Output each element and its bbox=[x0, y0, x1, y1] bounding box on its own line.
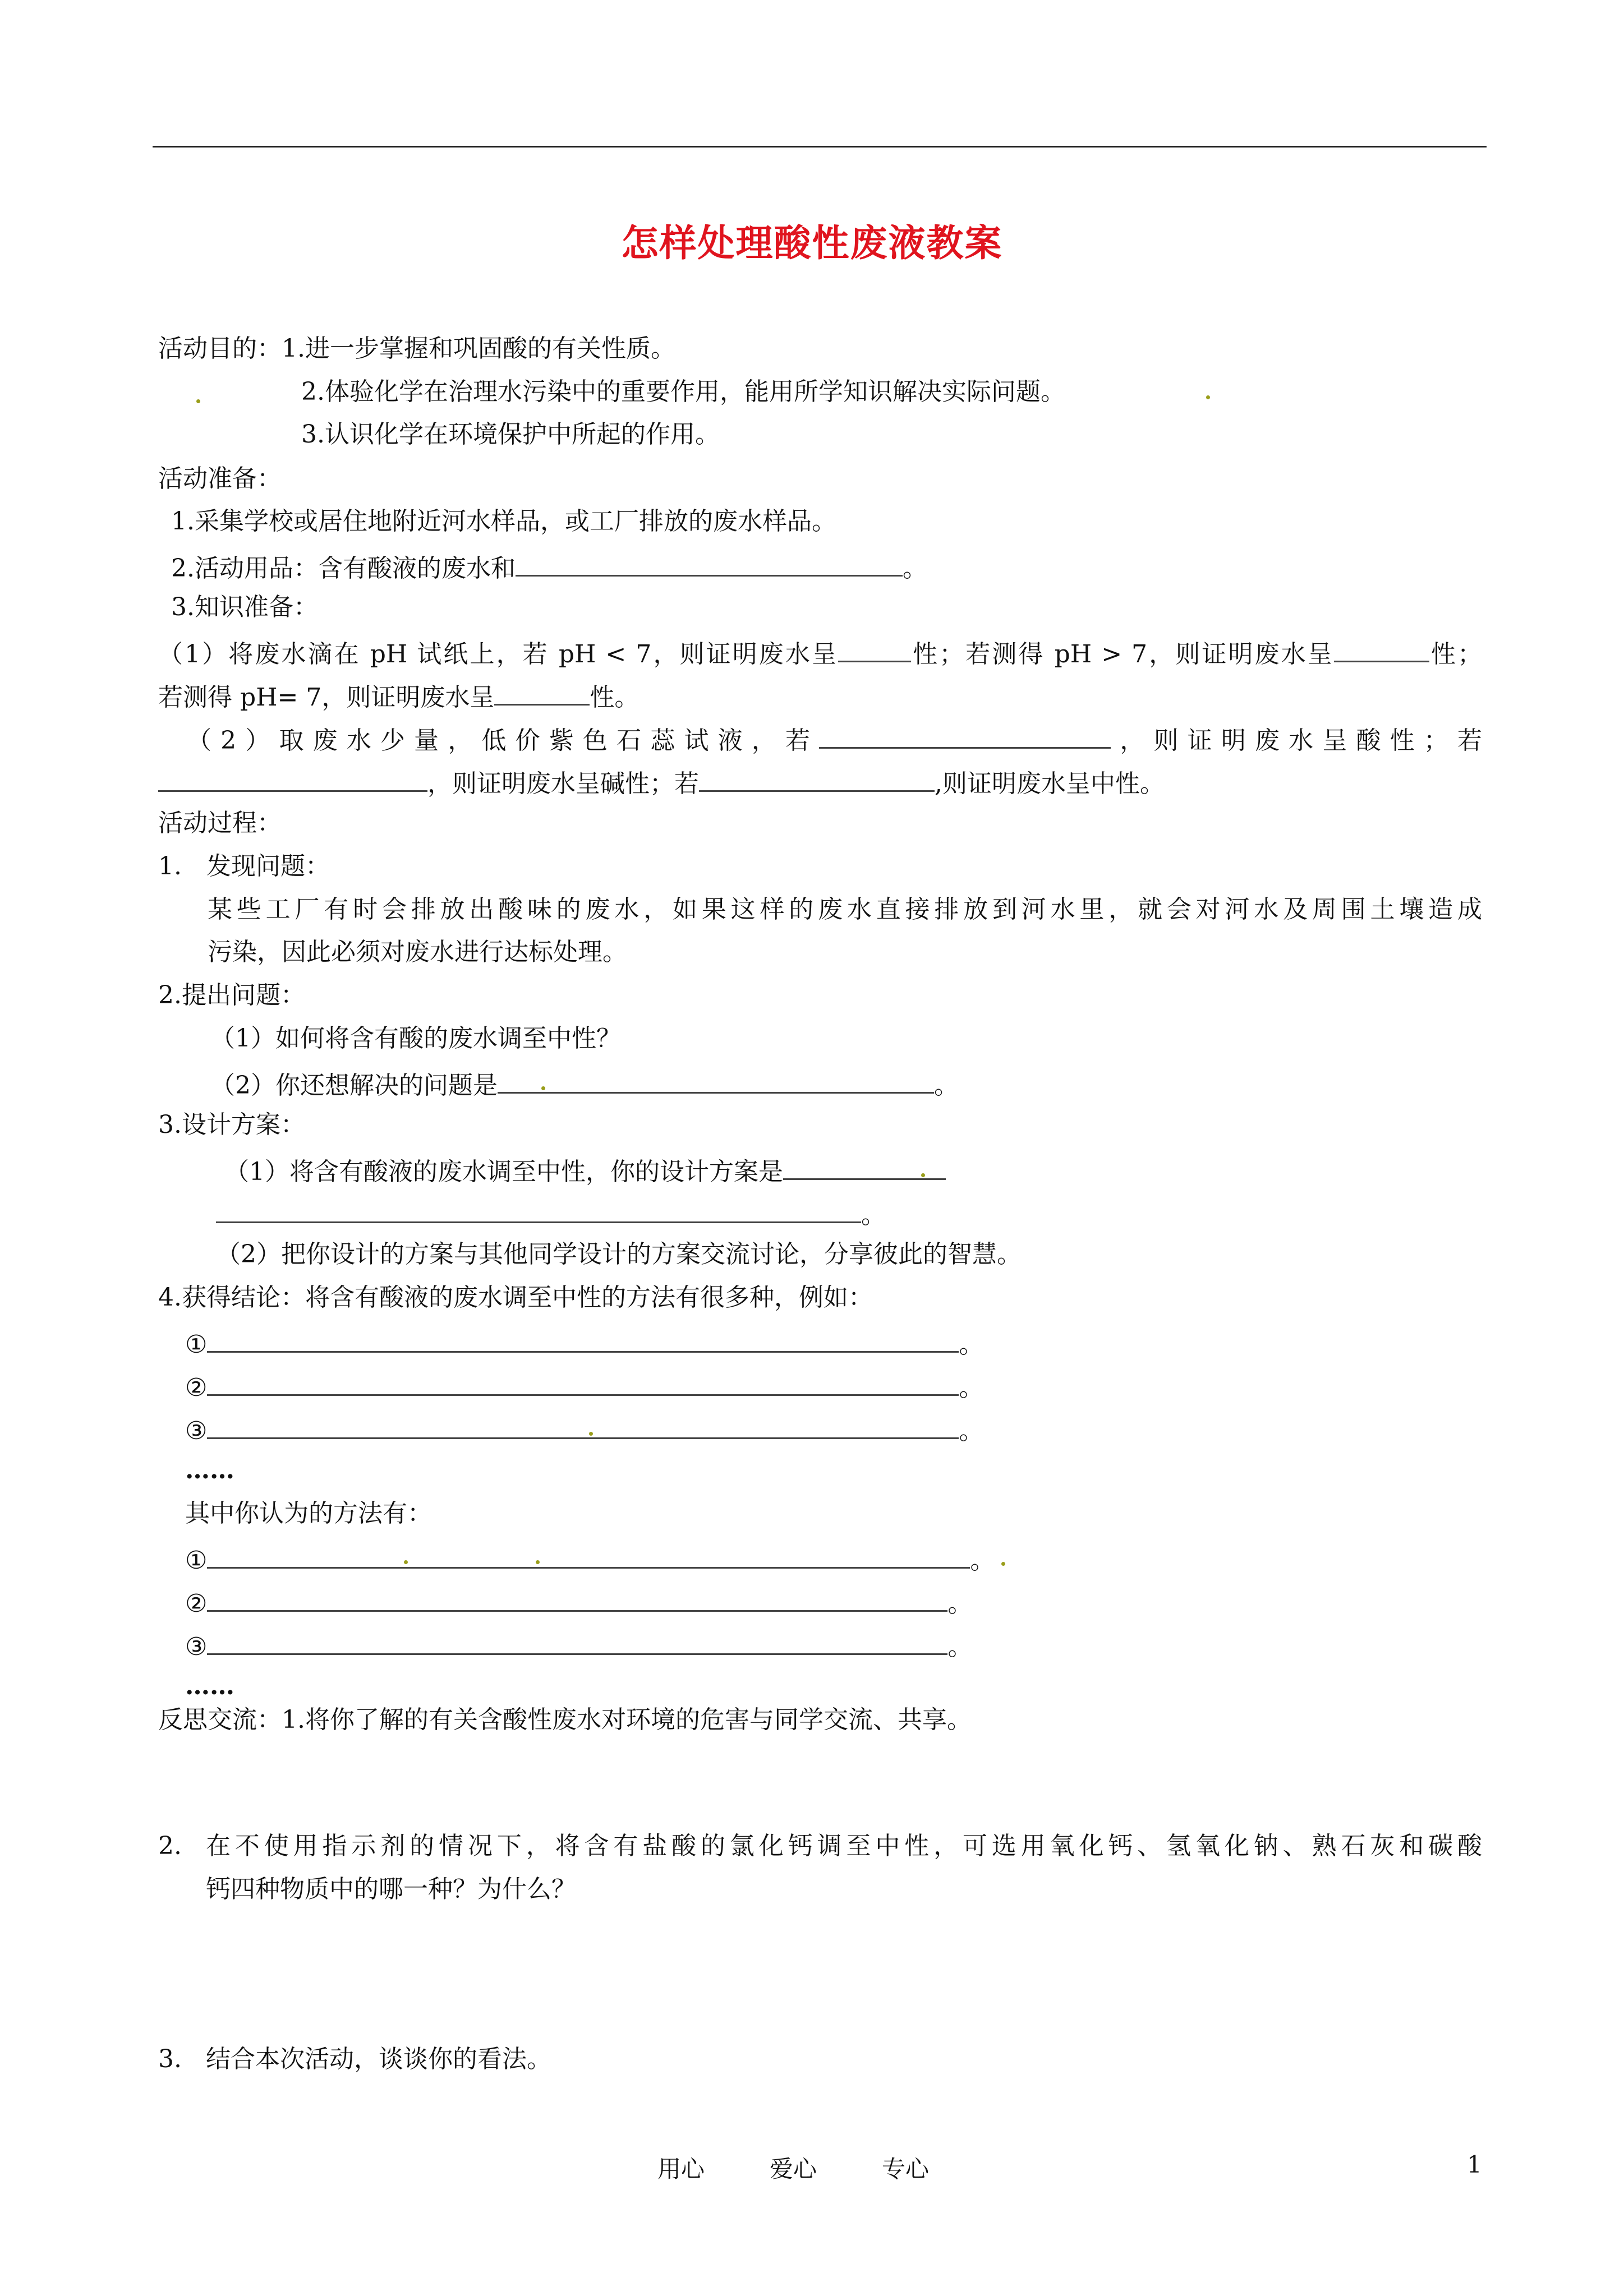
circle-number-3: ③ bbox=[185, 1417, 208, 1445]
step-3-question-1-text: （1）将含有酸液的废水调至中性，你的设计方案是 bbox=[224, 1158, 783, 1186]
step-3-question-2: （2）把你设计的方案与其他同学设计的方案交流讨论，分享彼此的智慧。 bbox=[216, 1240, 1022, 1269]
method-row-3 bbox=[185, 1415, 983, 1444]
period: 。 bbox=[959, 1330, 984, 1359]
circle-number-2: ② bbox=[185, 1373, 208, 1402]
blank-field[interactable] bbox=[207, 1415, 959, 1439]
step-2-title: 2.提出问题： bbox=[158, 981, 305, 1009]
page-number: 1 bbox=[1467, 2151, 1482, 2178]
knowledge-1-line1 bbox=[158, 638, 1482, 667]
period: 。 bbox=[934, 1071, 959, 1100]
step-2-question-1: （1）如何将含有酸的废水调至中性？ bbox=[210, 1024, 621, 1053]
period: 。 bbox=[947, 1633, 973, 1661]
purpose-item-2: 2.体验化学在治理水污染中的重要作用，能用所学知识解决实际问题。 bbox=[301, 377, 1065, 406]
blank-field[interactable] bbox=[207, 1372, 959, 1396]
page-title: 怎样处理酸性废液教案 bbox=[621, 222, 1003, 265]
footer-word-1: 用心 bbox=[657, 2155, 705, 2183]
method-row-2 bbox=[185, 1372, 983, 1400]
period: 。 bbox=[959, 1373, 984, 1402]
reflection-question-1: 1.将你了解的有关含酸性废水对环境的危害与同学交流、共享。 bbox=[282, 1705, 972, 1734]
footer-word-2: 爱心 bbox=[770, 2155, 817, 2183]
blank-field[interactable] bbox=[838, 638, 911, 662]
reflection-label: 反思交流： bbox=[158, 1705, 282, 1734]
knowledge-1-text-c: 性； bbox=[1429, 640, 1482, 668]
circle-number-2: ② bbox=[185, 1589, 208, 1618]
ellipsis: …… bbox=[185, 1456, 234, 1484]
scan-speck bbox=[541, 1086, 545, 1090]
purpose-label: 活动目的： bbox=[158, 334, 282, 363]
footer-word-3: 专心 bbox=[882, 2155, 930, 2183]
period: 。 bbox=[970, 1546, 995, 1575]
knowledge-2-text-d: ,则证明废水呈中性。 bbox=[935, 769, 1165, 798]
reflection-section bbox=[158, 1705, 972, 1734]
chosen-row-3 bbox=[185, 1631, 972, 1659]
blank-field[interactable] bbox=[516, 552, 903, 577]
scan-speck bbox=[1206, 395, 1210, 399]
scan-speck bbox=[196, 399, 200, 403]
blank-field[interactable] bbox=[207, 1588, 947, 1612]
circle-number-1: ① bbox=[185, 1330, 208, 1359]
scan-speck bbox=[404, 1560, 408, 1564]
blank-field[interactable] bbox=[158, 768, 427, 792]
period: 。 bbox=[861, 1201, 886, 1229]
step-3-question-1 bbox=[224, 1156, 946, 1184]
step-3-answer-line bbox=[216, 1199, 886, 1228]
scan-speck bbox=[536, 1560, 540, 1564]
knowledge-1-text-a: （1）将废水滴在 pH 试纸上，若 pH < 7，则证明废水呈 bbox=[158, 640, 839, 668]
reflection-question-3: 结合本次活动，谈谈你的看法。 bbox=[206, 2045, 551, 2073]
knowledge-2-line2 bbox=[158, 768, 1165, 796]
prep-item-1: 1.采集学校或居住地附近河水样品，或工厂排放的废水样品。 bbox=[171, 507, 836, 536]
period: 。 bbox=[959, 1417, 984, 1445]
knowledge-2-text-b: ，则证明废水呈酸性；若 bbox=[1111, 726, 1483, 755]
knowledge-1-line2 bbox=[158, 681, 639, 710]
step-3-title: 3.设计方案： bbox=[158, 1110, 305, 1139]
reflection-question-3-number: 3. bbox=[158, 2045, 182, 2073]
step-2-question-2 bbox=[210, 1069, 959, 1098]
circle-number-1: ① bbox=[185, 1546, 208, 1575]
reflection-question-2-line1: 在不使用指示剂的情况下，将含有盐酸的氯化钙调至中性，可选用氧化钙、氢氧化钠、熟石灰和碳酸 bbox=[206, 1832, 1482, 1860]
blank-field[interactable] bbox=[216, 1199, 861, 1223]
knowledge-1-text-e: 性。 bbox=[590, 683, 640, 712]
prep-item-2 bbox=[171, 552, 927, 581]
period: 。 bbox=[902, 554, 927, 583]
blank-field[interactable] bbox=[207, 1545, 970, 1569]
knowledge-2-text-c: ，则证明废水呈碱性；若 bbox=[427, 769, 699, 798]
purpose-item-3: 3.认识化学在环境保护中所起的作用。 bbox=[301, 420, 720, 449]
scan-speck bbox=[589, 1432, 593, 1436]
step-1-title: 1. 发现问题： bbox=[158, 852, 330, 880]
circle-number-3: ③ bbox=[185, 1633, 208, 1661]
step-1-line1: 某些工厂有时会排放出酸味的废水，如果这样的废水直接排放到河水里，就会对河水及周围土壤造成 bbox=[208, 895, 1482, 924]
knowledge-2-line1 bbox=[187, 725, 1482, 753]
blank-field[interactable] bbox=[498, 1069, 934, 1094]
blank-field[interactable] bbox=[819, 725, 1111, 749]
step-2-question-2-text: （2）你还想解决的问题是 bbox=[210, 1071, 498, 1100]
scan-speck bbox=[921, 1173, 925, 1177]
blank-field[interactable] bbox=[1334, 638, 1429, 662]
chosen-methods-label: 其中你认为的方法有： bbox=[185, 1499, 432, 1528]
period: 。 bbox=[947, 1589, 973, 1618]
purpose-section bbox=[158, 336, 675, 361]
method-row-1 bbox=[185, 1329, 983, 1357]
ellipsis: …… bbox=[185, 1672, 234, 1700]
chosen-row-1 bbox=[185, 1545, 995, 1573]
blank-field[interactable] bbox=[699, 768, 935, 792]
knowledge-2-text-a: （2）取废水少量，低价紫色石蕊试液，若 bbox=[187, 726, 820, 755]
step-1-line2: 污染，因此必须对废水进行达标处理。 bbox=[208, 938, 627, 966]
knowledge-1-text-d: 若测得 pH= 7，则证明废水呈 bbox=[158, 683, 495, 712]
step-4-title: 4.获得结论：将含有酸液的废水调至中性的方法有很多种，例如： bbox=[158, 1283, 873, 1312]
prep-item-3: 3.知识准备： bbox=[171, 593, 318, 621]
scan-speck bbox=[1001, 1562, 1005, 1566]
reflection-question-2-number: 2. bbox=[158, 1832, 182, 1860]
purpose-item-1: 1.进一步掌握和巩固酸的有关性质。 bbox=[282, 334, 675, 363]
reflection-question-2-line2: 钙四种物质中的哪一种？为什么？ bbox=[206, 1875, 576, 1903]
header-rule bbox=[153, 146, 1487, 147]
knowledge-1-text-b: 性；若测得 pH > 7，则证明废水呈 bbox=[911, 640, 1334, 668]
blank-field[interactable] bbox=[494, 681, 590, 706]
process-label: 活动过程： bbox=[158, 809, 282, 837]
prep-label: 活动准备： bbox=[158, 464, 282, 493]
blank-field[interactable] bbox=[207, 1329, 959, 1353]
blank-field[interactable] bbox=[207, 1631, 947, 1655]
prep-item-2-text: 2.活动用品：含有酸液的废水和 bbox=[171, 554, 516, 583]
chosen-row-2 bbox=[185, 1588, 972, 1616]
